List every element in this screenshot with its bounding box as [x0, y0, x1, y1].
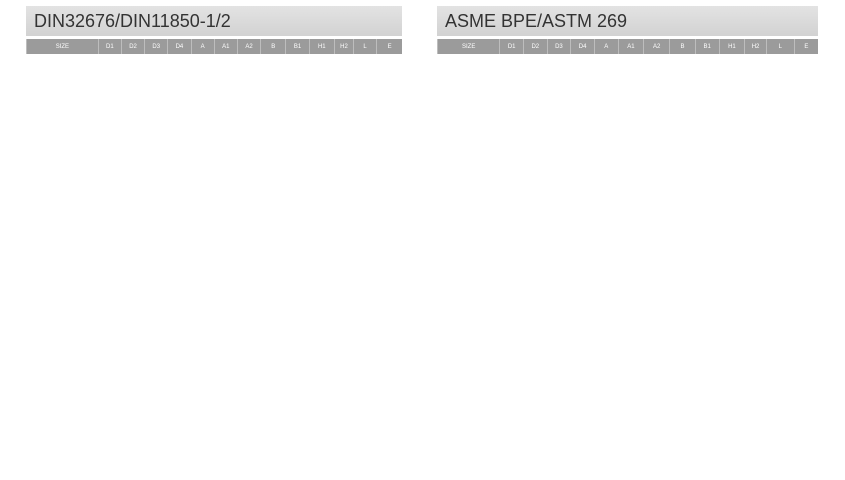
col-a2: A2: [644, 39, 670, 54]
col-h1: H1: [309, 39, 334, 54]
col-d2: D2: [523, 39, 547, 54]
col-d4: D4: [571, 39, 595, 54]
asme-panel: [437, 6, 818, 54]
col-h2: H2: [745, 39, 766, 54]
col-h2: H2: [334, 39, 353, 54]
col-a1: A1: [214, 39, 237, 54]
asme-header-row: [438, 39, 819, 54]
col-size: SIZE: [27, 39, 99, 54]
col-a2: A2: [237, 39, 260, 54]
din-panel: [26, 6, 402, 54]
col-size: SIZE: [438, 39, 500, 54]
col-e: E: [377, 39, 402, 54]
col-b: B: [670, 39, 696, 54]
col-a1: A1: [618, 39, 644, 54]
col-b1: B1: [286, 39, 309, 54]
col-d1: D1: [500, 39, 524, 54]
din-panel-title: DIN32676/DIN11850-1/2: [26, 6, 402, 36]
col-a: A: [594, 39, 618, 54]
asme-table: [437, 39, 818, 54]
din-table: [26, 39, 402, 54]
col-l: L: [353, 39, 376, 54]
din-header-row: [27, 39, 403, 54]
col-d1: D1: [98, 39, 121, 54]
col-d3: D3: [145, 39, 168, 54]
asme-panel-title: ASME BPE/ASTM 269: [437, 6, 818, 36]
col-d4: D4: [168, 39, 191, 54]
col-e: E: [794, 39, 818, 54]
col-b: B: [261, 39, 286, 54]
col-l: L: [766, 39, 794, 54]
col-a: A: [191, 39, 214, 54]
col-h1: H1: [719, 39, 745, 54]
col-d3: D3: [547, 39, 571, 54]
col-d2: D2: [121, 39, 144, 54]
col-b1: B1: [695, 39, 719, 54]
